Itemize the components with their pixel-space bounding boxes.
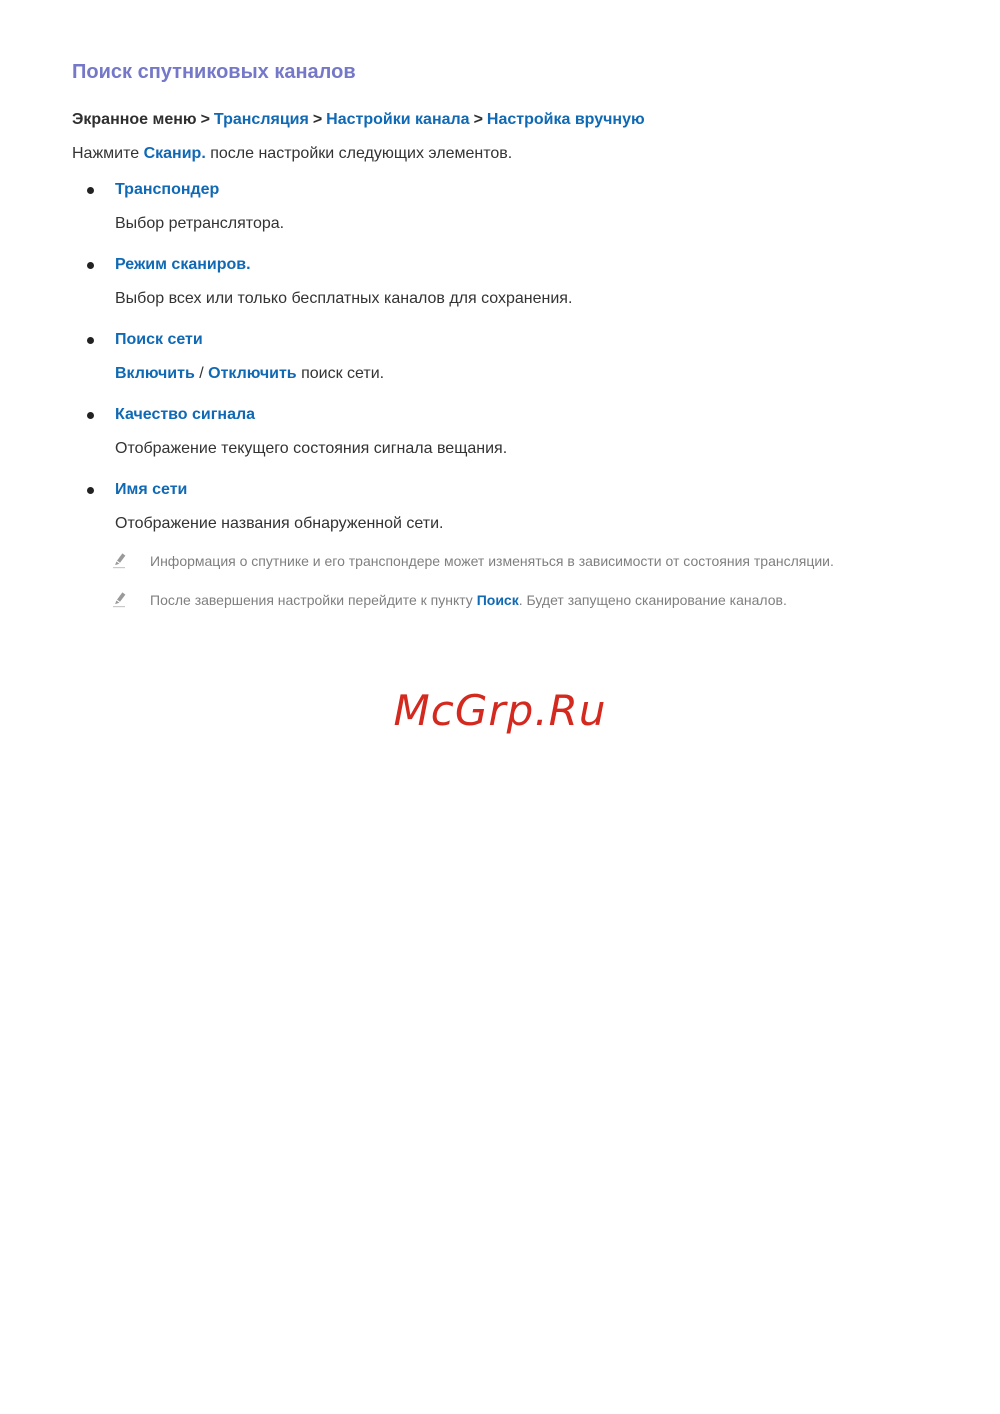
- bullet-dot-icon: [87, 487, 94, 494]
- option-label: Режим сканиров.: [115, 256, 251, 273]
- notes-section: [72, 552, 940, 609]
- breadcrumb-item-channel-settings: Настройки канала: [326, 111, 470, 128]
- intro-suffix: после настройки следующих элементов.: [205, 145, 513, 162]
- note-scan-start: [112, 591, 922, 609]
- breadcrumb: [72, 109, 940, 131]
- list-item-signal-quality: [72, 404, 940, 459]
- slash-separator: /: [194, 365, 209, 382]
- breadcrumb-separator: >: [312, 111, 323, 128]
- breadcrumb-item-broadcast: Трансляция: [213, 111, 309, 128]
- bullet-dot-icon: [87, 262, 94, 269]
- list-item-transponder: [72, 179, 940, 234]
- option-description: [115, 363, 940, 384]
- option-label: Поиск сети: [115, 331, 203, 348]
- enable-keyword: Включить: [115, 365, 195, 382]
- option-description: Отображение текущего состояния сигнала вещания.: [115, 440, 508, 457]
- list-item-network-search: [72, 329, 940, 384]
- breadcrumb-root: Экранное меню: [72, 111, 197, 128]
- bullet-dot-icon: [87, 187, 94, 194]
- options-list: [72, 179, 940, 534]
- note-text: Информация о спутнике и его транспондере может изменяться в зависимости от состояния трансляции.: [150, 553, 834, 569]
- list-item-scan-mode: [72, 254, 940, 309]
- note-satellite-info: [112, 552, 922, 570]
- pencil-icon: [112, 552, 127, 569]
- page-content: [0, 0, 1000, 609]
- intro-prefix: Нажмите: [72, 145, 144, 162]
- option-label: Качество сигнала: [115, 406, 256, 423]
- mcgrp-watermark: McGrp.Ru: [393, 686, 607, 735]
- list-item-network-name: [72, 479, 940, 534]
- search-keyword: Поиск: [476, 592, 519, 608]
- scan-keyword: Сканир.: [143, 145, 206, 162]
- option-description: Выбор ретранслятора.: [115, 215, 285, 232]
- option-description: Отображение названия обнаруженной сети.: [115, 515, 444, 532]
- bullet-dot-icon: [87, 412, 94, 419]
- desc-rest: поиск сети.: [296, 365, 385, 382]
- disable-keyword: Отключить: [208, 365, 297, 382]
- option-description: Выбор всех или только бесплатных каналов для сохранения.: [115, 290, 573, 307]
- note-suffix: . Будет запущено сканирование каналов.: [518, 592, 787, 608]
- page-title: Поиск спутниковых каналов: [72, 61, 356, 83]
- pencil-icon: [112, 591, 127, 608]
- note-prefix: После завершения настройки перейдите к пункту: [150, 592, 477, 608]
- option-label: Транспондер: [115, 181, 220, 198]
- breadcrumb-item-manual-tuning: Настройка вручную: [486, 111, 645, 128]
- bullet-dot-icon: [87, 337, 94, 344]
- breadcrumb-separator: >: [473, 111, 483, 128]
- option-label: Имя сети: [115, 481, 188, 498]
- intro-sentence: [72, 143, 940, 165]
- breadcrumb-separator: >: [200, 111, 210, 128]
